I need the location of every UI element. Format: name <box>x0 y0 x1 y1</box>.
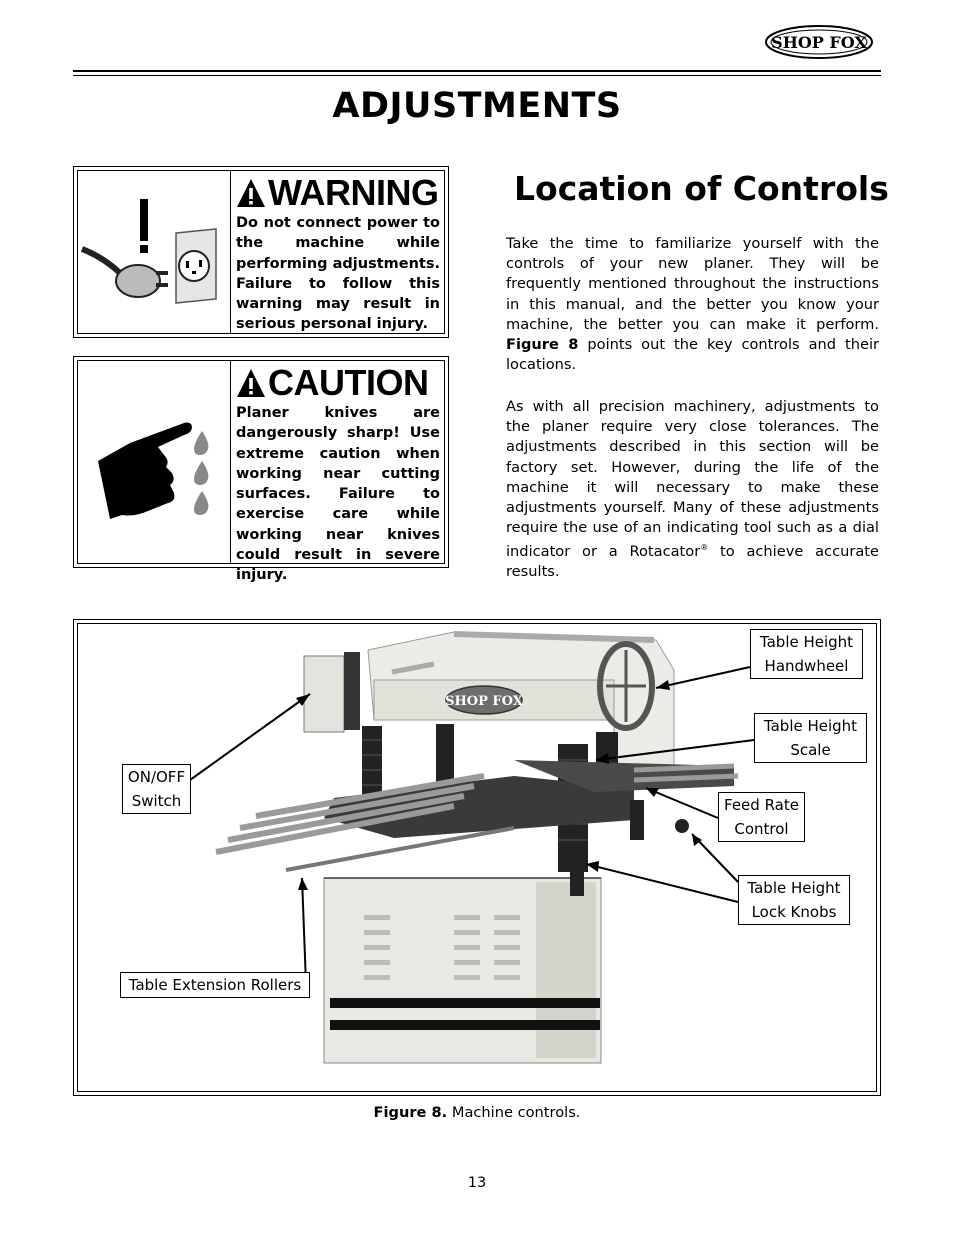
figure-reference: Figure 8 <box>506 336 579 354</box>
caption-label: Figure 8. <box>373 1104 448 1121</box>
header-rule <box>73 70 881 72</box>
hand-blood-icon <box>78 361 231 563</box>
warning-text: Do not connect power to the machine while performing adjustments. Failure to follow this warning may result in serious personal injury. <box>236 215 440 333</box>
header-rule-thin <box>73 75 881 76</box>
machine-logo-text: SHOP FOX <box>445 694 523 709</box>
caution-triangle-icon <box>236 368 266 398</box>
caption-text: Machine controls. <box>447 1104 581 1121</box>
warning-box <box>73 166 449 338</box>
callout-table-height-handwheel: Table Height Handwheel <box>750 629 863 679</box>
caution-box <box>73 356 449 584</box>
figure-8 <box>73 619 881 1096</box>
caution-signal-word: CAUTION <box>268 362 429 403</box>
location-heading: Location of Controls <box>514 169 889 208</box>
page-number: 13 <box>467 1174 487 1191</box>
caution-text: Planer knives are dangerously sharp! Use extreme caution when working near cutting surfaces. Failure to exercise care while working near knives could result in severe injury. <box>236 405 440 584</box>
figure-caption <box>0 1104 954 1121</box>
callout-on-off-switch: ON/OFF Switch <box>122 764 191 814</box>
callout-feed-rate-control: Feed Rate Control <box>718 792 805 842</box>
logo-text: SHOP FOX <box>771 33 867 52</box>
warning-triangle-icon <box>236 178 266 208</box>
location-para-1: Take the time to familiarize yourself with the controls of your new planer. They will be frequently mentioned throughout the instructions in this manual, and the better you know your machine, the better you can make it perform. Figure 8 points out the key controls and their locations. <box>506 235 879 374</box>
section-title: ADJUSTMENTS <box>332 86 622 126</box>
planer-machine-illustration <box>74 620 880 1095</box>
location-para-2: As with all precision machinery, adjustments to the planer require very close tolerances. The adjustments described in this section will be factory set. However, during the life of the machine it will necessary to make these adjustments yourself. Many of these adjustments require the use of an indicating tool such as a dial indicator or a Rotacator® to achieve accurate results. <box>506 398 879 581</box>
callout-table-height-lock-knobs: Table Height Lock Knobs <box>738 875 850 925</box>
callout-table-height-scale: Table Height Scale <box>754 713 867 763</box>
shop-fox-logo <box>764 22 874 62</box>
warning-signal-word: WARNING <box>268 172 439 213</box>
plug-outlet-icon <box>78 171 231 333</box>
callout-table-extension-rollers: Table Extension Rollers <box>120 972 310 998</box>
